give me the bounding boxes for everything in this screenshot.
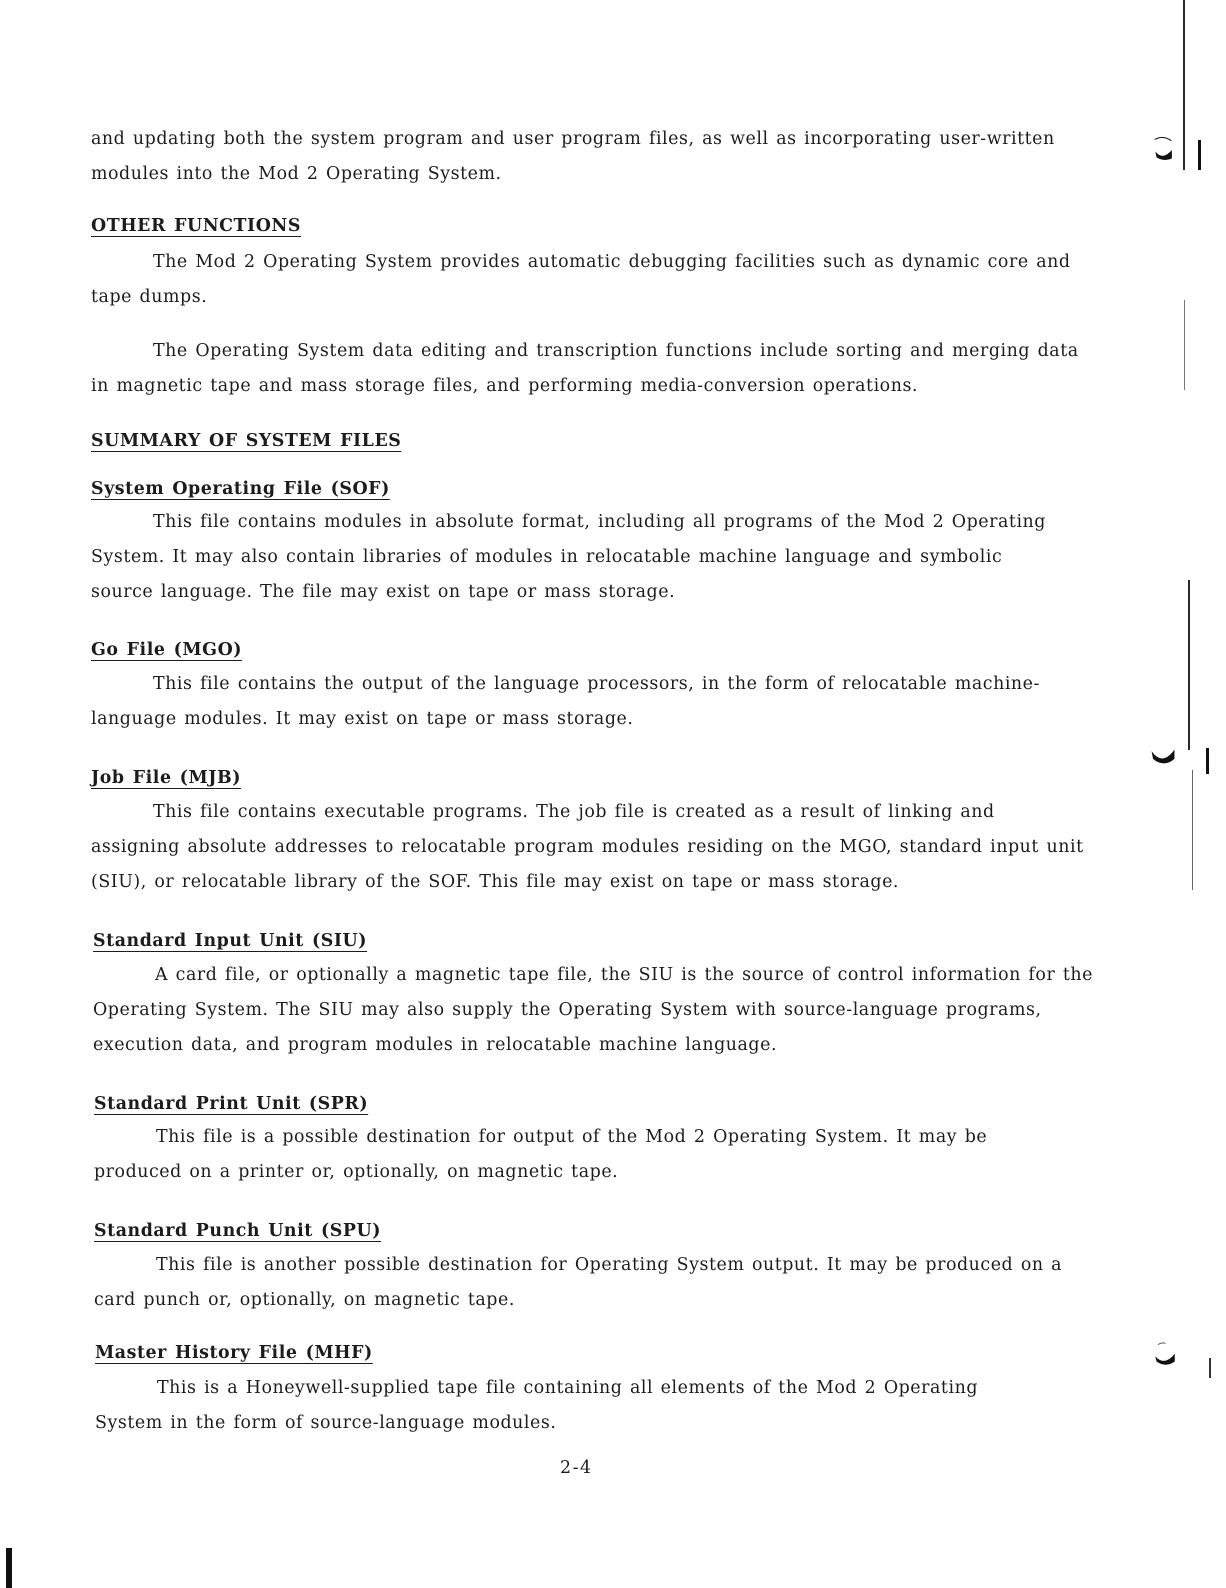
summary-heading: SUMMARY OF SYSTEM FILES: [91, 431, 402, 451]
binder-hole-icon: [1146, 136, 1180, 162]
file-title-sof: System Operating File (SOF): [91, 479, 390, 499]
file-body-mhf: This is a Honeywell-supplied tape file containing all elements of the Mod 2 Operating System in the form of source-language modules.: [95, 1378, 979, 1433]
scan-edge-line: [6, 1548, 12, 1588]
scan-edge-line: [1209, 1358, 1211, 1378]
other-functions-paragraph-1: The Mod 2 Operating System provides automatic debugging facilities such as dynamic core and tape dumps.: [91, 252, 1071, 307]
file-body-spu: This file is another possible destination for Operating System output. It may be produced on a card punch or, optionally, on magnetic tape.: [94, 1255, 1063, 1310]
file-title-mgo: Go File (MGO): [91, 640, 243, 660]
file-body-mgo: This file contains the output of the language processors, in the form of relocatable machine-language modules. It may exist on tape or mass storage.: [91, 674, 1040, 729]
intro-paragraph: and updating both the system program and user program files, as well as incorporating user-written modules into the Mod 2 Operating System.: [91, 129, 1055, 184]
binder-hole-icon: [1148, 1342, 1182, 1368]
file-title-siu: Standard Input Unit (SIU): [93, 931, 368, 951]
other-functions-heading: OTHER FUNCTIONS: [91, 216, 301, 236]
scan-edge-line: [1206, 748, 1209, 774]
scan-edge-line: [1188, 580, 1190, 750]
scan-edge-line: [1192, 770, 1193, 890]
scan-edge-line: [1198, 140, 1201, 170]
scan-edge-line: [1183, 0, 1185, 170]
file-title-spu: Standard Punch Unit (SPU): [94, 1221, 381, 1241]
file-body-siu: A card file, or optionally a magnetic tape file, the SIU is the source of control information for the Operating System. The SIU may also supply the Operating System with source-language programs, execution data, and program modules in relocatable machine language.: [93, 965, 1094, 1055]
file-body-spr: This file is a possible destination for output of the Mod 2 Operating System. It may be produced on a printer or, optionally, on magnetic tape.: [94, 1127, 988, 1182]
page-number: 2-4: [560, 1458, 593, 1478]
file-body-mjb: This file contains executable programs. The job file is created as a result of linking and assigning absolute addresses to relocatable program modules residing on the MGO, standard input unit (SIU), or relocatable library of the SOF. This file may exist on tape or mass storage.: [91, 802, 1084, 892]
file-title-spr: Standard Print Unit (SPR): [94, 1094, 369, 1114]
other-functions-paragraph-2: The Operating System data editing and transcription functions include sorting and merging data in magnetic tape and mass storage files, and performing media-conversion operations.: [91, 341, 1079, 396]
file-body-sof: This file contains modules in absolute format, including all programs of the Mod 2 Operating System. It may also contain libraries of modules in relocatable machine language and symbolic source language. The file may exist on tape or mass storage.: [91, 512, 1046, 602]
file-title-mhf: Master History File (MHF): [95, 1343, 373, 1363]
binder-hole-icon: [1146, 742, 1180, 768]
file-title-mjb: Job File (MJB): [91, 768, 242, 788]
scan-edge-line: [1184, 300, 1185, 390]
